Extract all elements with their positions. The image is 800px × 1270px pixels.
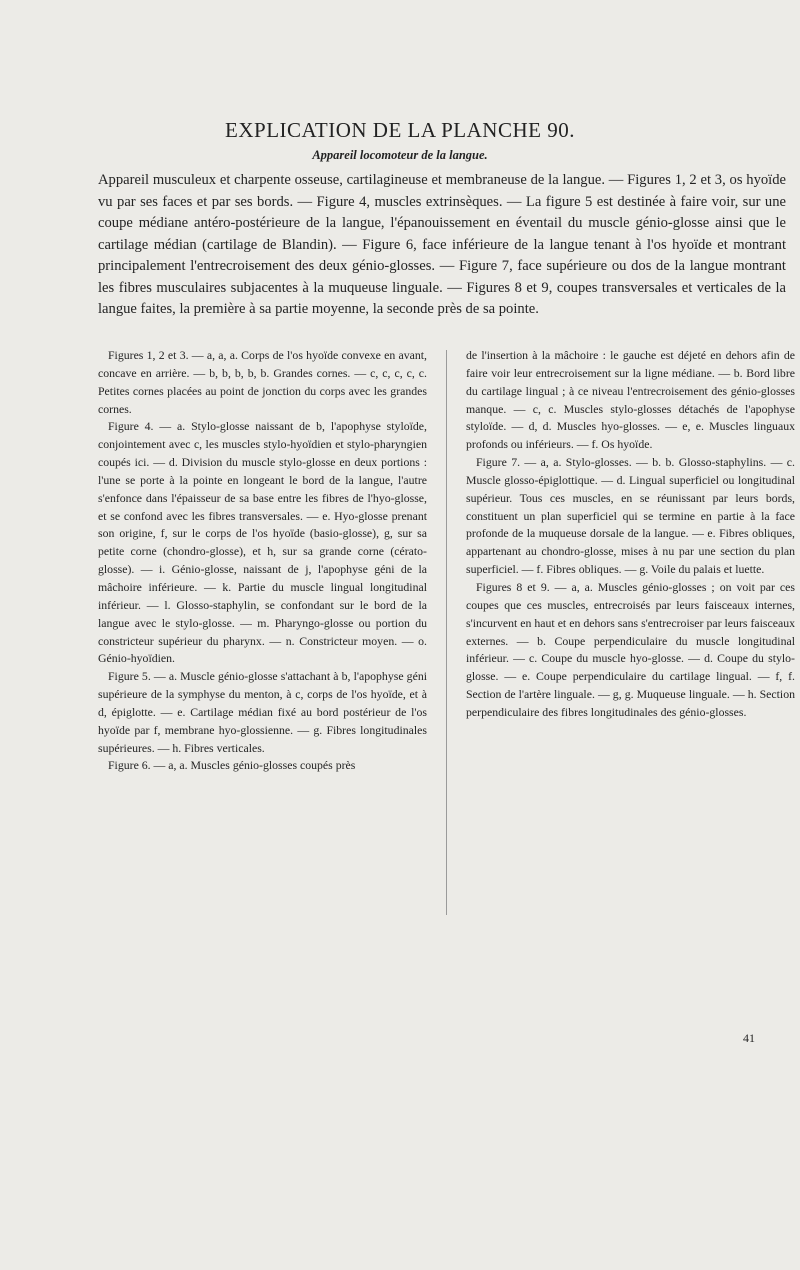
right-column bbox=[466, 347, 795, 722]
legend-figure-7: Figure 7. — a, a. Stylo-glosses. — b. b. Glosso-staphylins. — c. Muscle glosso-épiglottique. — d. Lingual superficiel ou longitudinal supérieur. Tous ces muscles, en se réunissant par leurs bords, constituent un plan superficiel qui se termine en partie à la face profonde de la muqueuse dorsale de la langue. — e. Fibres obliques, appartenant au chondro-glosse, mises à nu par une section du plan superficiel. — f. Fibres obliques. — g. Voile du palais et luette. bbox=[466, 455, 795, 577]
page-title: EXPLICATION DE LA PLANCHE 90. bbox=[225, 118, 575, 142]
legend-figure-6-start: Figure 6. — a, a. Muscles génio-glosses coupés près bbox=[108, 758, 356, 773]
legend-figure-6-continued: de l'insertion à la mâchoire : le gauche est déjeté en dehors afin de faire voir leur entrecroisement sur la ligne médiane. — b. Bord libre du cartilage lingual ; à ce niveau l'entrecroisement des génio-glosses manque. — c, c. Muscles stylo-glosses détachés de l'apophyse styloïde. — d, d. Muscles hyo-glosses. — e, e. Muscles linguaux profonds ou inférieurs. — f. Os hyoïde. bbox=[466, 348, 795, 452]
left-column bbox=[98, 347, 427, 775]
intro-text: Appareil musculeux et charpente osseuse, cartilagineuse et membraneuse de la langue. — Figures 1, 2 et 3, os hyoïde vu par ses faces et par ses bords. — Figure 4, muscles extrinsèques. — La figure 5 est destinée à faire voir, sur une coupe médiane antéro-postérieure de la langue, l'épanouissement en éventail du muscle génio-glosse ainsi que le cartilage médian (cartilage de Blandin). — Figure 6, face inférieure de la langue tenant à l'os hyoïde et montrant principalement l'entrecroisement des deux génio-glosses. — Figure 7, face supérieure ou dos de la langue montrant les fibres musculaires subjacentes à la muqueuse linguale. — Figures 8 et 9, coupes transversales et verticales de la langue faites, la première à sa partie moyenne, la seconde près de sa pointe. bbox=[98, 172, 786, 317]
legend-figure-4: Figure 4. — a. Stylo-glosse naissant de b, l'apophyse styloïde, conjointement avec c, les muscles stylo-hyoïdien et stylo-pharyngien coupés ici. — d. Division du muscle stylo-glosse en deux portions : l'une se porte à la pointe en longeant le bord de la langue, l'autre s'enfonce dans l'épaisseur de sa base entre les fibres de l'hyo-glosse, et se confond avec les fibres transversales. — e. Hyo-glosse prenant son origine, f, sur le corps de l'os hyoïde (basio-glosse), g, sur sa petite corne (chondro-glosse), et h, sur sa grande corne (cérato-glosse). — i. Génio-glosse, naissant de j, l'apophyse géni de la mâchoire inférieure. — k. Partie du muscle lingual longitudinal inférieur. — l. Glosso-staphylin, se confondant sur le bord de la langue avec le stylo-glosse. — m. Pharyngo-glosse ou portion du constricteur supérieur du pharynx. — n. Constricteur moyen. — o. Génio-hyoïdien. bbox=[98, 419, 427, 666]
legend-figures-1-3: Figures 1, 2 et 3. — a, a, a. Corps de l'os hyoïde convexe en avant, concave en arrière. — b, b, b, b, b. Grandes cornes. — c, c, c, c, c. Petites cornes placées au point de jonction du corps avec les grandes cornes. bbox=[98, 348, 427, 416]
legend-figure-5: Figure 5. — a. Muscle génio-glosse s'attachant à b, l'apophyse géni supérieure de la symphyse du menton, à c, corps de l'os hyoïde, et à d, épiglotte. — e. Cartilage médian fixé au bord postérieur de l'os hyoïde par f, membrane hyo-glossienne. — g. Fibres longitudinales supérieures. — h. Fibres verticales. bbox=[98, 669, 427, 755]
page-subtitle: Appareil locomoteur de la langue. bbox=[312, 148, 488, 162]
column-divider bbox=[446, 350, 447, 915]
legend-figures-8-9: Figures 8 et 9. — a, a. Muscles génio-glosses ; on voit par ces coupes que ces muscles, entrecroisés par leurs faisceaux internes, s'incurvent en haut et en dehors sans s'entrecroiser par leurs faisceaux externes. — b. Coupe perpendiculaire du muscle longitudinal inférieur. — c. Coupe du muscle hyo-glosse. — d. Coupe du stylo-glosse. — e. Coupe perpendiculaire du cartilage lingual. — f, f. Section de l'artère linguale. — g, g. Muqueuse linguale. — h. Section perpendiculaire des fibres longitudinales des génio-glosses. bbox=[466, 579, 795, 719]
intro-paragraph bbox=[98, 170, 786, 321]
page-number: 41 bbox=[743, 1031, 755, 1045]
